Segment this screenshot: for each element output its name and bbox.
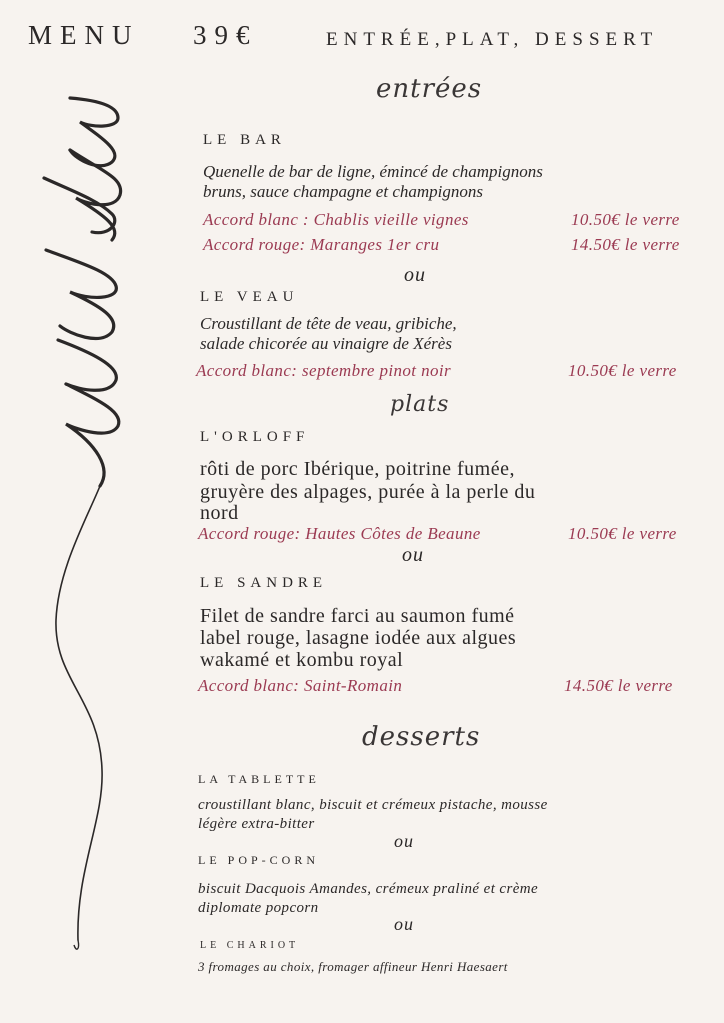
- menu-title: MENU: [28, 20, 140, 50]
- wine-pairing-price: 14.50€ le verre: [571, 235, 680, 254]
- wine-pairing-price: 10.50€ le verre: [568, 361, 677, 380]
- or-separator: ou: [404, 264, 426, 286]
- dish-description-line: biscuit Dacquois Amandes, crémeux praliné et crème: [198, 881, 539, 897]
- or-separator: ou: [402, 544, 424, 566]
- wine-pairing-label: Accord rouge: Maranges 1er cru: [203, 235, 440, 254]
- dish-description-line: Filet de sandre farci au saumon fumé: [200, 605, 515, 627]
- or-separator: ou: [394, 914, 414, 934]
- dish-name: LE SANDRE: [200, 575, 328, 591]
- dish-description-line: Quenelle de bar de ligne, émincé de champignons: [203, 162, 543, 181]
- dish-description-line: Croustillant de tête de veau, gribiche,: [200, 314, 457, 333]
- dish-description-line: salade chicorée au vinaigre de Xérès: [200, 334, 452, 353]
- wine-pairing-price: 10.50€ le verre: [571, 210, 680, 229]
- dish-name: LE BAR: [203, 132, 286, 148]
- dish-description-line: wakamé et kombu royal: [200, 649, 404, 671]
- dish-description-line: label rouge, lasagne iodée aux algues: [200, 627, 517, 649]
- dish-description-line: légère extra-bitter: [198, 816, 315, 832]
- dish-name: LE CHARIOT: [200, 940, 300, 951]
- wine-pairing-label: Accord rouge: Hautes Côtes de Beaune: [198, 524, 481, 543]
- dish-description-line: diplomate popcorn: [198, 900, 319, 916]
- section-title-desserts: desserts: [362, 722, 481, 752]
- dish-description-line: rôti de porc Ibérique, poitrine fumée,: [200, 458, 515, 480]
- dish-name: LE VEAU: [200, 289, 299, 305]
- wine-pairing-price: 14.50€ le verre: [564, 676, 673, 695]
- menu-price: 39€: [193, 20, 258, 50]
- dish-description-line: 3 fromages au choix, fromager affineur Henri Haesaert: [198, 959, 508, 974]
- wine-pairing-label: Accord blanc: septembre pinot noir: [196, 361, 452, 380]
- wine-pairing-label: Accord blanc : Chablis vieille vignes: [203, 210, 469, 229]
- menu-formula: ENTRÉE,PLAT, DESSERT: [326, 29, 659, 50]
- dish-name: LE POP-CORN: [198, 853, 320, 867]
- dish-description-line: bruns, sauce champagne et champignons: [203, 182, 483, 201]
- section-title-entrees: entrées: [376, 74, 483, 104]
- or-separator: ou: [394, 831, 414, 851]
- wine-pairing-price: 10.50€ le verre: [568, 524, 677, 543]
- wine-pairing-label: Accord blanc: Saint-Romain: [198, 676, 403, 695]
- dish-name: L'ORLOFF: [200, 429, 310, 445]
- dish-name: LA TABLETTE: [198, 772, 320, 786]
- section-title-plats: plats: [390, 392, 450, 417]
- dish-description-line: croustillant blanc, biscuit et crémeux pistache, mousse: [198, 797, 548, 813]
- dish-description-line: gruyère des alpages, purée à la perle du: [200, 481, 536, 503]
- dish-description-line: nord: [200, 502, 239, 524]
